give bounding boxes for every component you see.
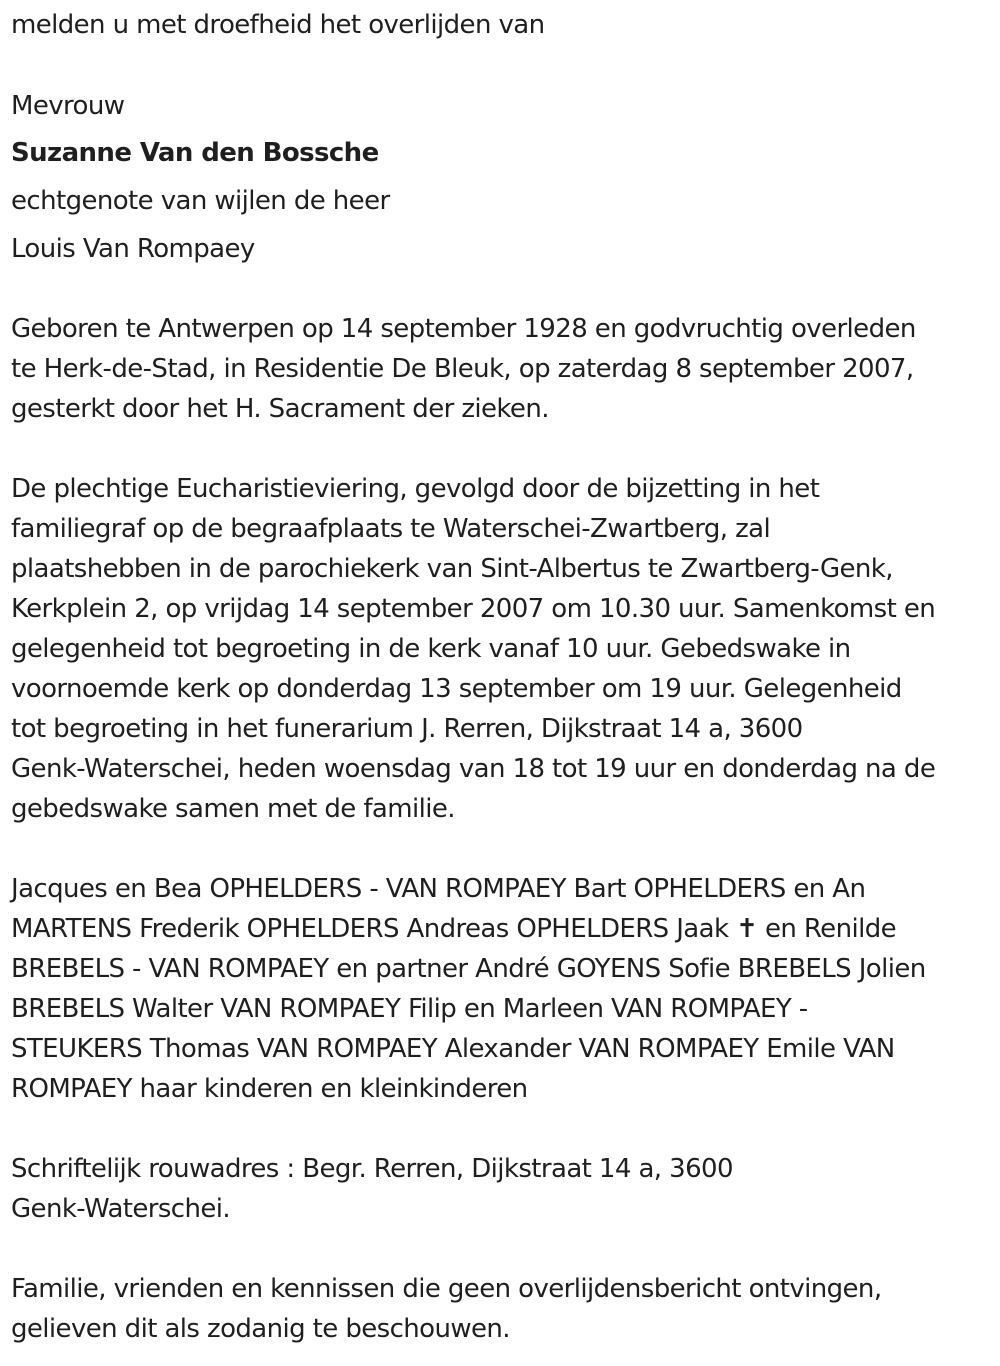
family-line: MARTENS Frederik OPHELDERS Andreas OPHELDERS Jaak ✝ en Renilde (11, 914, 897, 944)
family-line: BREBELS Walter VAN ROMPAEY Filip en Marleen VAN ROMPAEY - (11, 994, 808, 1024)
address-paragraph (11, 1149, 733, 1229)
intro-line: melden u met droefheid het overlijden van (11, 10, 545, 40)
closing-paragraph (11, 1269, 881, 1349)
ceremony-line: gebedswake samen met de familie. (11, 794, 455, 824)
birth-death-paragraph (11, 309, 916, 429)
birth-death-line: gesterkt door het H. Sacrament der zieken. (11, 394, 549, 424)
family-line: ROMPAEY haar kinderen en kleinkinderen (11, 1074, 528, 1104)
ceremony-line: tot begroeting in het funerarium J. Rerren, Dijkstraat 14 a, 3600 (11, 714, 803, 744)
address-line: Schriftelijk rouwadres : Begr. Rerren, Dijkstraat 14 a, 3600 (11, 1154, 733, 1184)
family-line: STEUKERS Thomas VAN ROMPAEY Alexander VAN ROMPAEY Emile VAN (11, 1034, 895, 1064)
family-paragraph (11, 869, 926, 1109)
deceased-name: Suzanne Van den Bossche (11, 138, 379, 168)
ceremony-line: gelegenheid tot begroeting in de kerk vanaf 10 uur. Gebedswake in (11, 634, 851, 664)
closing-line: Familie, vrienden en kennissen die geen overlijdensbericht ontvingen, (11, 1274, 882, 1304)
relation-line: echtgenote van wijlen de heer (11, 186, 390, 216)
ceremony-line: plaatshebben in de parochiekerk van Sint-Albertus te Zwartberg-Genk, (11, 554, 893, 584)
birth-death-line: te Herk-de-Stad, in Residentie De Bleuk, op zaterdag 8 september 2007, (11, 354, 914, 384)
ceremony-paragraph (11, 469, 935, 829)
ceremony-line: voornoemde kerk op donderdag 13 september om 19 uur. Gelegenheid (11, 674, 902, 704)
closing-line: gelieven dit als zodanig te beschouwen. (11, 1314, 510, 1344)
address-line: Genk-Waterschei. (11, 1194, 231, 1224)
family-line: Jacques en Bea OPHELDERS - VAN ROMPAEY Bart OPHELDERS en An (11, 874, 866, 904)
spouse-name: Louis Van Rompaey (11, 234, 255, 264)
ceremony-line: Genk-Waterschei, heden woensdag van 18 tot 19 uur en donderdag na de (11, 754, 936, 784)
ceremony-line: familiegraf op de begraafplaats te Waterschei-Zwartberg, zal (11, 514, 771, 544)
family-line: BREBELS - VAN ROMPAEY en partner André GOYENS Sofie BREBELS Jolien (11, 954, 926, 984)
ceremony-line: De plechtige Eucharistieviering, gevolgd door de bijzetting in het (11, 474, 820, 504)
honorific: Mevrouw (11, 91, 125, 121)
ceremony-line: Kerkplein 2, op vrijdag 14 september 2007 om 10.30 uur. Samenkomst en (11, 594, 936, 624)
birth-death-line: Geboren te Antwerpen op 14 september 1928 en godvruchtig overleden (11, 314, 916, 344)
